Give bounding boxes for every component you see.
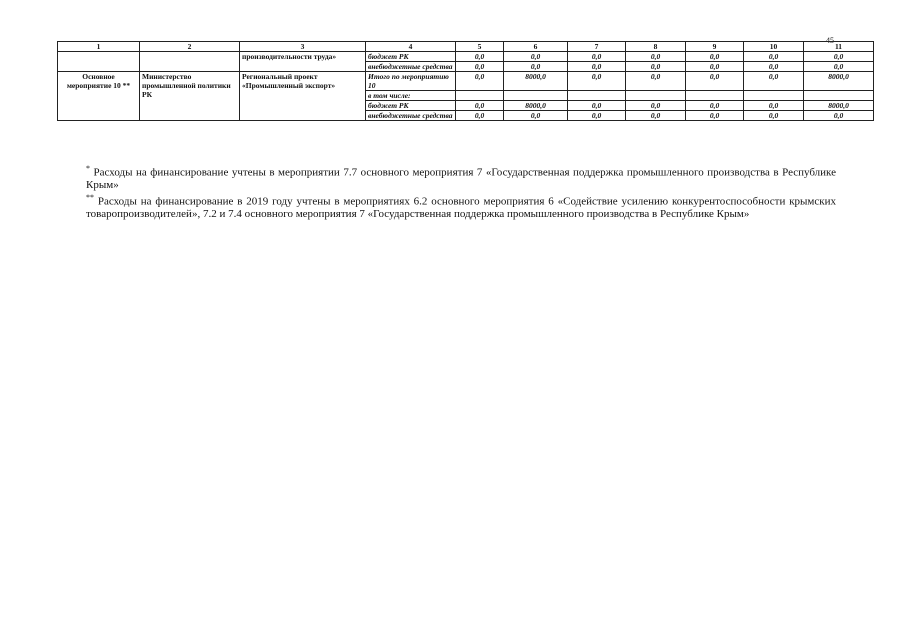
value-cell: 0,0	[504, 62, 568, 72]
value-cell	[568, 91, 626, 101]
value-cell: 0,0	[744, 111, 804, 121]
executor-cell: Министерство промышленной политики РК	[140, 72, 240, 121]
value-cell: 0,0	[456, 101, 504, 111]
value-cell: 0,0	[568, 62, 626, 72]
table-row	[58, 72, 874, 91]
value-cell: 0,0	[744, 72, 804, 91]
footnote-mark: *	[86, 164, 90, 173]
col-header: 7	[568, 42, 626, 52]
col-header: 2	[140, 42, 240, 52]
value-cell: 0,0	[504, 111, 568, 121]
col-header: 11	[804, 42, 874, 52]
project-cell: производительности труда»	[240, 52, 366, 72]
value-cell: 0,0	[686, 111, 744, 121]
table-row	[58, 52, 874, 62]
value-cell: 8000,0	[504, 72, 568, 91]
col-header: 5	[456, 42, 504, 52]
source-cell: бюджет РК	[366, 101, 456, 111]
value-cell: 0,0	[686, 72, 744, 91]
header-row	[58, 42, 874, 52]
value-cell: 0,0	[626, 72, 686, 91]
value-cell: 0,0	[504, 52, 568, 62]
value-cell: 0,0	[686, 62, 744, 72]
value-cell: 8000,0	[504, 101, 568, 111]
value-cell	[744, 91, 804, 101]
col-header: 8	[626, 42, 686, 52]
value-cell	[626, 91, 686, 101]
col-header: 10	[744, 42, 804, 52]
value-cell: 0,0	[626, 111, 686, 121]
value-cell	[804, 91, 874, 101]
value-cell: 0,0	[804, 52, 874, 62]
footnote	[86, 192, 836, 221]
source-cell: в том числе:	[366, 91, 456, 101]
value-cell: 0,0	[626, 62, 686, 72]
value-cell: 0,0	[568, 101, 626, 111]
value-cell: 0,0	[686, 101, 744, 111]
value-cell: 0,0	[456, 62, 504, 72]
value-cell: 0,0	[626, 101, 686, 111]
value-cell: 8000,0	[804, 101, 874, 111]
executor-cell	[140, 52, 240, 72]
footnote-text: Расходы на финансирование учтены в мероприятии 7.7 основного мероприятия 7 «Государственная поддержка промышленного производства в Республике Крым»	[86, 166, 836, 192]
budget-table	[57, 41, 874, 121]
value-cell: 0,0	[804, 111, 874, 121]
event-cell: Основное мероприятие 10 **	[58, 72, 140, 121]
value-cell	[686, 91, 744, 101]
footnote	[86, 163, 836, 192]
event-cell	[58, 52, 140, 72]
value-cell: 0,0	[626, 52, 686, 62]
footnote-text: Расходы на финансирование в 2019 году учтены в мероприятиях 6.2 основного мероприятия 6 «Содействие усилению конкурентоспособности крымских товаропроизводителей», 7.2 и 7.4 основного мероприятия 7 «Государственная поддержка промышленного производства в Республике Крым»	[86, 195, 836, 220]
value-cell: 0,0	[568, 72, 626, 91]
value-cell: 0,0	[456, 52, 504, 62]
value-cell: 0,0	[744, 62, 804, 72]
value-cell	[456, 91, 504, 101]
footnote-mark: **	[86, 192, 94, 202]
value-cell: 0,0	[744, 52, 804, 62]
value-cell	[504, 91, 568, 101]
value-cell: 0,0	[686, 52, 744, 62]
value-cell: 8000,0	[804, 72, 874, 91]
col-header: 4	[366, 42, 456, 52]
source-cell: внебюджетные средства	[366, 111, 456, 121]
col-header: 9	[686, 42, 744, 52]
footnotes	[86, 163, 836, 220]
value-cell: 0,0	[804, 62, 874, 72]
value-cell: 0,0	[568, 111, 626, 121]
page-number: 45	[826, 36, 834, 45]
value-cell: 0,0	[456, 72, 504, 91]
col-header: 3	[240, 42, 366, 52]
value-cell: 0,0	[456, 111, 504, 121]
value-cell: 0,0	[568, 52, 626, 62]
project-cell: Региональный проект «Промышленный экспорт»	[240, 72, 366, 121]
value-cell: 0,0	[744, 101, 804, 111]
col-header: 6	[504, 42, 568, 52]
col-header: 1	[58, 42, 140, 52]
source-cell: Итого по мероприятию 10	[366, 72, 456, 91]
source-cell: внебюджетные средства	[366, 62, 456, 72]
source-cell: бюджет РК	[366, 52, 456, 62]
